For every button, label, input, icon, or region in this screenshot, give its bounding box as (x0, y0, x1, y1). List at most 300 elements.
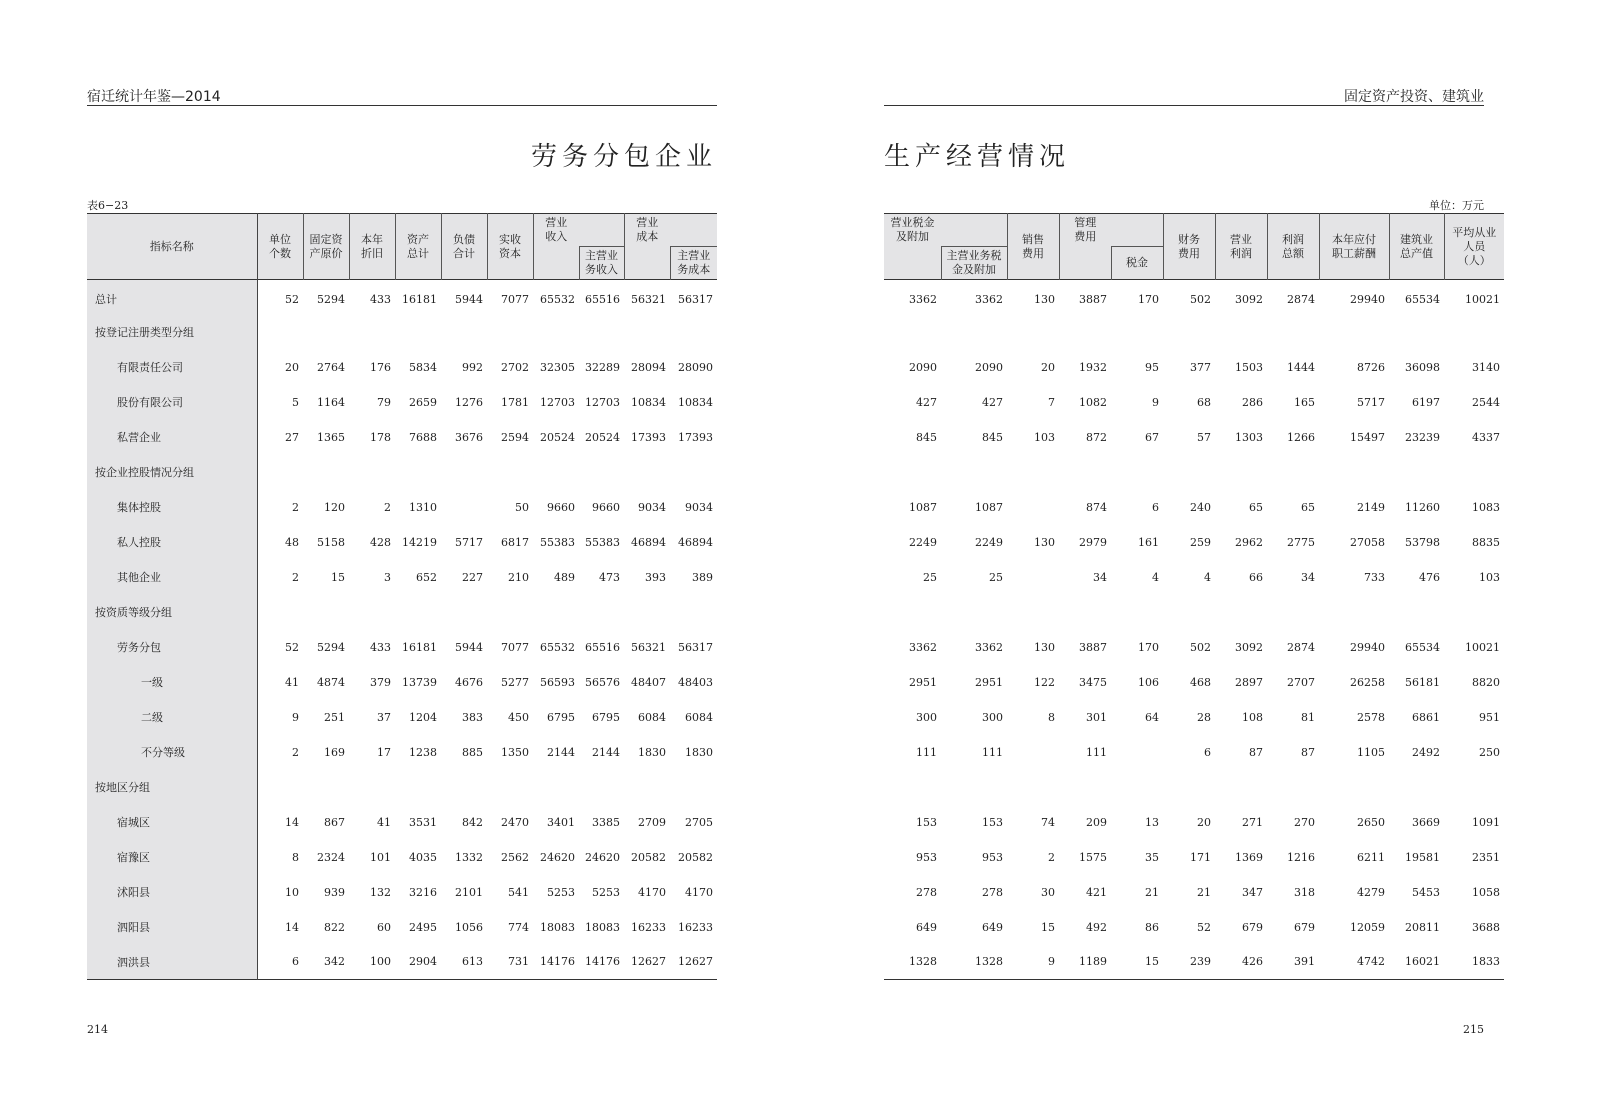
table-cell: 56321 (631, 292, 666, 306)
page-number-left: 214 (87, 1023, 108, 1036)
table-cell (257, 455, 303, 490)
table-cell (670, 595, 717, 630)
table-cell: 492 (1086, 920, 1107, 934)
table-cell: 502 (1190, 292, 1211, 306)
table-cell (1007, 770, 1059, 805)
table-cell (395, 595, 441, 630)
table-cell: 2578 (1357, 710, 1385, 724)
table-cell: 2775 (1287, 535, 1315, 549)
table-cell: 1365 (317, 430, 345, 444)
table-cell: 427 (982, 395, 1003, 409)
table-cell: 4279 (1357, 885, 1385, 899)
table-cell: 251 (324, 710, 345, 724)
table-cell: 15 (331, 570, 345, 584)
table-cell: 5253 (547, 885, 575, 899)
header-total-assets: 资产 总计 (395, 214, 441, 280)
table-cell: 1216 (1287, 850, 1315, 864)
table-cell: 5834 (409, 360, 437, 374)
table-cell: 953 (916, 850, 937, 864)
table-cell: 1105 (1357, 745, 1385, 759)
table-cell: 11260 (1405, 500, 1440, 514)
table-cell: 2249 (909, 535, 937, 549)
table-row (87, 420, 717, 455)
table-row (884, 420, 1504, 455)
table-cell: 20 (285, 360, 299, 374)
table-cell: 1303 (1235, 430, 1263, 444)
table-cell: 14219 (402, 535, 437, 549)
table-cell: 6211 (1357, 850, 1385, 864)
table-cell: 48403 (678, 675, 713, 689)
header-operating-profit: 营业 利润 (1215, 214, 1267, 280)
table-cell: 1056 (455, 920, 483, 934)
table-cell: 8726 (1357, 360, 1385, 374)
table-cell: 9 (1048, 955, 1055, 969)
table-row (87, 350, 717, 385)
row-label: 按企业控股情况分组 (87, 455, 257, 490)
table-cell: 3887 (1079, 292, 1107, 306)
table-cell (349, 770, 395, 805)
table-row (884, 560, 1504, 595)
table-cell: 9660 (592, 500, 620, 514)
table-cell: 20 (1197, 815, 1211, 829)
table-cell: 29940 (1350, 292, 1385, 306)
header-blank (670, 214, 717, 247)
table-cell: 46894 (631, 535, 666, 549)
table-cell (1007, 490, 1059, 525)
table-cell: 10834 (631, 395, 666, 409)
table-cell: 20524 (540, 430, 575, 444)
table-cell: 14176 (585, 955, 620, 969)
table-cell: 60 (377, 920, 391, 934)
table-cell (1444, 770, 1504, 805)
table-cell: 1266 (1287, 430, 1315, 444)
table-cell (941, 315, 1007, 350)
table-cell (303, 595, 349, 630)
header-operating-revenue: 营业 收入 (533, 214, 579, 247)
row-label: 按地区分组 (87, 770, 257, 805)
table-row (87, 630, 717, 665)
table-cell: 65 (1301, 500, 1315, 514)
table-cell: 34 (1093, 570, 1107, 584)
table-cell (257, 770, 303, 805)
header-rule-right (884, 105, 1484, 106)
table-cell: 391 (1294, 955, 1315, 969)
table-cell: 4170 (638, 885, 666, 899)
table-cell: 2904 (409, 955, 437, 969)
table-cell: 731 (508, 955, 529, 969)
table-cell: 2351 (1472, 850, 1500, 864)
table-row (884, 595, 1504, 630)
table-cell (624, 595, 670, 630)
table-cell: 4874 (317, 675, 345, 689)
table-cell: 56321 (631, 640, 666, 654)
table-cell: 433 (370, 292, 391, 306)
table-cell: 13739 (402, 675, 437, 689)
table-cell: 24620 (585, 850, 620, 864)
table-row (87, 770, 717, 805)
header-average-employees: 平均从业 人员 （人） (1444, 214, 1504, 280)
table-cell: 65534 (1405, 292, 1440, 306)
table-cell: 12703 (540, 395, 575, 409)
table-cell: 56593 (540, 675, 575, 689)
table-cell: 6817 (501, 535, 529, 549)
table-cell (533, 315, 579, 350)
header-total-liabilities: 负债 合计 (441, 214, 487, 280)
table-cell: 1087 (909, 500, 937, 514)
table-cell: 169 (324, 745, 345, 759)
table-cell: 16233 (678, 920, 713, 934)
row-label: 私人控股 (87, 525, 257, 560)
header-operating-cost: 营业 成本 (624, 214, 670, 247)
page-title-right: 生产经营情况 (884, 142, 1071, 172)
table-cell (1059, 455, 1111, 490)
table-cell (884, 315, 941, 350)
table-cell: 389 (692, 570, 713, 584)
table-cell (670, 770, 717, 805)
table-cell: 2 (292, 570, 299, 584)
table-cell: 2149 (1357, 500, 1385, 514)
table-cell: 5453 (1412, 885, 1440, 899)
table-row (884, 455, 1504, 490)
table-cell (349, 455, 395, 490)
table-cell (1059, 595, 1111, 630)
table-cell (1163, 595, 1215, 630)
table-row (87, 945, 717, 980)
table-cell (1215, 595, 1267, 630)
header-fixed-assets-original: 固定资 产原价 (303, 214, 349, 280)
table-cell: 53798 (1405, 535, 1440, 549)
table-cell: 342 (324, 955, 345, 969)
table-row (884, 805, 1504, 840)
table-cell: 300 (916, 710, 937, 724)
table-cell: 3092 (1235, 640, 1263, 654)
table-row (884, 840, 1504, 875)
table-cell: 95 (1145, 360, 1159, 374)
table-cell: 874 (1086, 500, 1107, 514)
table-cell: 17393 (678, 430, 713, 444)
table-cell: 1164 (317, 395, 345, 409)
table-cell: 170 (1138, 292, 1159, 306)
table-cell: 9 (1152, 395, 1159, 409)
header-total-profit: 利润 总额 (1267, 214, 1319, 280)
table-cell: 271 (1242, 815, 1263, 829)
table-cell: 5158 (317, 535, 345, 549)
table-cell: 6795 (547, 710, 575, 724)
table-cell (1319, 770, 1389, 805)
table-cell: 2 (292, 745, 299, 759)
table-cell (579, 455, 624, 490)
table-cell: 3475 (1079, 675, 1107, 689)
table-cell: 939 (324, 885, 345, 899)
table-row (87, 385, 717, 420)
row-label: 股份有限公司 (87, 385, 257, 420)
table-cell: 41 (285, 675, 299, 689)
table-cell (1007, 455, 1059, 490)
table-cell: 2562 (501, 850, 529, 864)
table-cell: 2090 (975, 360, 1003, 374)
table-cell: 20 (1041, 360, 1055, 374)
table-number: 表6−23 (87, 199, 129, 212)
table-cell: 17 (377, 745, 391, 759)
table-cell: 3362 (909, 292, 937, 306)
table-cell: 48407 (631, 675, 666, 689)
table-cell (670, 315, 717, 350)
table-cell: 16021 (1405, 955, 1440, 969)
table-cell (1267, 595, 1319, 630)
table-cell: 108 (1242, 710, 1263, 724)
table-cell (1007, 595, 1059, 630)
table-cell: 2144 (547, 745, 575, 759)
table-cell (1267, 455, 1319, 490)
table-cell: 161 (1138, 535, 1159, 549)
header-blank (884, 247, 941, 280)
table-row (884, 700, 1504, 735)
table-cell (487, 770, 533, 805)
left-page (0, 0, 804, 1099)
table-cell (487, 455, 533, 490)
table-cell: 41 (377, 815, 391, 829)
header-blank (1059, 247, 1111, 280)
table-cell (441, 595, 487, 630)
table-cell: 1189 (1079, 955, 1107, 969)
table-cell: 106 (1138, 675, 1159, 689)
table-cell: 10834 (678, 395, 713, 409)
table-cell: 347 (1242, 885, 1263, 899)
table-cell: 65532 (540, 292, 575, 306)
table-cell: 16181 (402, 292, 437, 306)
table-cell: 4 (1152, 570, 1159, 584)
table-cell: 6084 (638, 710, 666, 724)
table-cell: 23239 (1405, 430, 1440, 444)
table-cell: 21 (1197, 885, 1211, 899)
header-paid-in-capital: 实收 资本 (487, 214, 533, 280)
table-cell: 65 (1249, 500, 1263, 514)
table-cell: 4 (1204, 570, 1211, 584)
table-cell: 3 (384, 570, 391, 584)
table-cell: 3092 (1235, 292, 1263, 306)
table-cell: 122 (1034, 675, 1055, 689)
row-label: 沭阳县 (87, 875, 257, 910)
table-cell: 103 (1479, 570, 1500, 584)
table-row (87, 595, 717, 630)
table-row (87, 910, 717, 945)
table-cell: 5294 (317, 640, 345, 654)
table-row (884, 315, 1504, 350)
table-cell: 25 (989, 570, 1003, 584)
table-cell: 170 (1138, 640, 1159, 654)
table-cell: 2101 (455, 885, 483, 899)
table-cell: 383 (462, 710, 483, 724)
table-cell: 4170 (685, 885, 713, 899)
table-cell: 34 (1301, 570, 1315, 584)
table-cell: 4035 (409, 850, 437, 864)
table-cell: 64 (1145, 710, 1159, 724)
table-cell: 36098 (1405, 360, 1440, 374)
row-label: 不分等级 (87, 735, 257, 770)
table-cell: 1503 (1235, 360, 1263, 374)
table-row (884, 770, 1504, 805)
table-cell (1319, 315, 1389, 350)
table-cell: 679 (1242, 920, 1263, 934)
table-cell: 13 (1145, 815, 1159, 829)
table-cell: 130 (1034, 535, 1055, 549)
table-cell (1319, 595, 1389, 630)
table-cell: 7 (1048, 395, 1055, 409)
table-cell: 250 (1479, 745, 1500, 759)
table-cell: 86 (1145, 920, 1159, 934)
table-cell: 25 (923, 570, 937, 584)
table-cell: 18083 (585, 920, 620, 934)
table-cell (257, 315, 303, 350)
table-cell: 2764 (317, 360, 345, 374)
table-cell: 421 (1086, 885, 1107, 899)
table-cell: 1332 (455, 850, 483, 864)
row-label: 劳务分包 (87, 630, 257, 665)
table-cell: 301 (1086, 710, 1107, 724)
table-cell: 2495 (409, 920, 437, 934)
table-cell: 132 (370, 885, 391, 899)
table-cell: 845 (982, 430, 1003, 444)
table-cell: 55383 (540, 535, 575, 549)
table-cell: 5 (292, 395, 299, 409)
table-cell: 2707 (1287, 675, 1315, 689)
table-cell (579, 315, 624, 350)
header-taxes: 税金 (1111, 247, 1163, 280)
row-label: 总计 (87, 280, 257, 315)
table-cell (1389, 595, 1444, 630)
table-cell: 57 (1197, 430, 1211, 444)
table-cell: 3688 (1472, 920, 1500, 934)
unit-label: 单位：万元 (1429, 199, 1484, 212)
table-cell: 1276 (455, 395, 483, 409)
table-cell: 15 (1041, 920, 1055, 934)
row-label: 泗洪县 (87, 945, 257, 980)
table-cell: 393 (645, 570, 666, 584)
table-cell: 4676 (455, 675, 483, 689)
table-cell: 28090 (678, 360, 713, 374)
table-cell: 227 (462, 570, 483, 584)
table-cell: 56317 (678, 292, 713, 306)
table-cell: 1204 (409, 710, 437, 724)
table-cell: 130 (1034, 292, 1055, 306)
table-cell: 15 (1145, 955, 1159, 969)
table-cell (1111, 315, 1163, 350)
table-cell: 6197 (1412, 395, 1440, 409)
table-cell: 6 (1204, 745, 1211, 759)
row-label: 宿城区 (87, 805, 257, 840)
page-title-left: 劳务分包企业 (530, 142, 717, 172)
header-construction-output: 建筑业 总产值 (1389, 214, 1444, 280)
header-indicator-name: 指标名称 (87, 214, 257, 280)
table-cell: 210 (508, 570, 529, 584)
table-row (884, 665, 1504, 700)
table-cell: 2492 (1412, 745, 1440, 759)
row-label: 有限责任公司 (87, 350, 257, 385)
table-cell: 5253 (592, 885, 620, 899)
table-cell (487, 595, 533, 630)
table-cell: 953 (982, 850, 1003, 864)
table-cell: 27058 (1350, 535, 1385, 549)
table-cell: 176 (370, 360, 391, 374)
table-cell: 29940 (1350, 640, 1385, 654)
table-cell (884, 595, 941, 630)
table-row (884, 490, 1504, 525)
table-cell: 111 (1086, 745, 1107, 759)
table-cell: 56576 (585, 675, 620, 689)
table-cell (303, 455, 349, 490)
table-cell (1007, 735, 1059, 770)
table-cell (533, 455, 579, 490)
table-cell: 379 (370, 675, 391, 689)
table-cell (303, 770, 349, 805)
table-cell: 55383 (585, 535, 620, 549)
table-cell: 541 (508, 885, 529, 899)
table-cell: 35 (1145, 850, 1159, 864)
table-cell (1444, 315, 1504, 350)
table-cell: 6861 (1412, 710, 1440, 724)
table-cell: 259 (1190, 535, 1211, 549)
header-unit-count: 单位 个数 (257, 214, 303, 280)
table-cell: 427 (916, 395, 937, 409)
table-cell: 4337 (1472, 430, 1500, 444)
header-blank (533, 247, 579, 280)
table-cell: 1781 (501, 395, 529, 409)
table-cell: 5944 (455, 640, 483, 654)
table-cell (1163, 315, 1215, 350)
table-cell: 992 (462, 360, 483, 374)
header-sales-expense: 销售 费用 (1007, 214, 1059, 280)
table-cell: 16233 (631, 920, 666, 934)
table-cell (1111, 735, 1163, 770)
table-cell: 5294 (317, 292, 345, 306)
table-cell (1007, 315, 1059, 350)
table-cell: 2702 (501, 360, 529, 374)
header-main-business-revenue: 主营业 务收入 (579, 247, 624, 280)
table-cell: 1082 (1079, 395, 1107, 409)
table-cell: 12627 (631, 955, 666, 969)
table-cell (1059, 315, 1111, 350)
table-cell: 300 (982, 710, 1003, 724)
table-cell (441, 315, 487, 350)
table-cell: 27 (285, 430, 299, 444)
table-cell: 30 (1041, 885, 1055, 899)
table-cell: 2470 (501, 815, 529, 829)
table-cell: 8 (292, 850, 299, 864)
header-blank (1111, 214, 1163, 247)
table-cell (441, 455, 487, 490)
table-cell: 2979 (1079, 535, 1107, 549)
table-cell (303, 315, 349, 350)
table-cell: 845 (916, 430, 937, 444)
table-row (87, 735, 717, 770)
table-cell: 52 (285, 640, 299, 654)
table-cell: 79 (377, 395, 391, 409)
table-cell: 1830 (685, 745, 713, 759)
table-cell: 16181 (402, 640, 437, 654)
table-cell (1111, 595, 1163, 630)
table-row (87, 490, 717, 525)
table-cell: 885 (462, 745, 483, 759)
table-row (884, 630, 1504, 665)
header-rule-left (87, 105, 717, 106)
table-cell: 1328 (975, 955, 1003, 969)
table-cell (1111, 770, 1163, 805)
table-row (884, 280, 1504, 315)
table-cell: 239 (1190, 955, 1211, 969)
table-cell: 6 (292, 955, 299, 969)
table-cell (624, 455, 670, 490)
table-cell: 32305 (540, 360, 575, 374)
